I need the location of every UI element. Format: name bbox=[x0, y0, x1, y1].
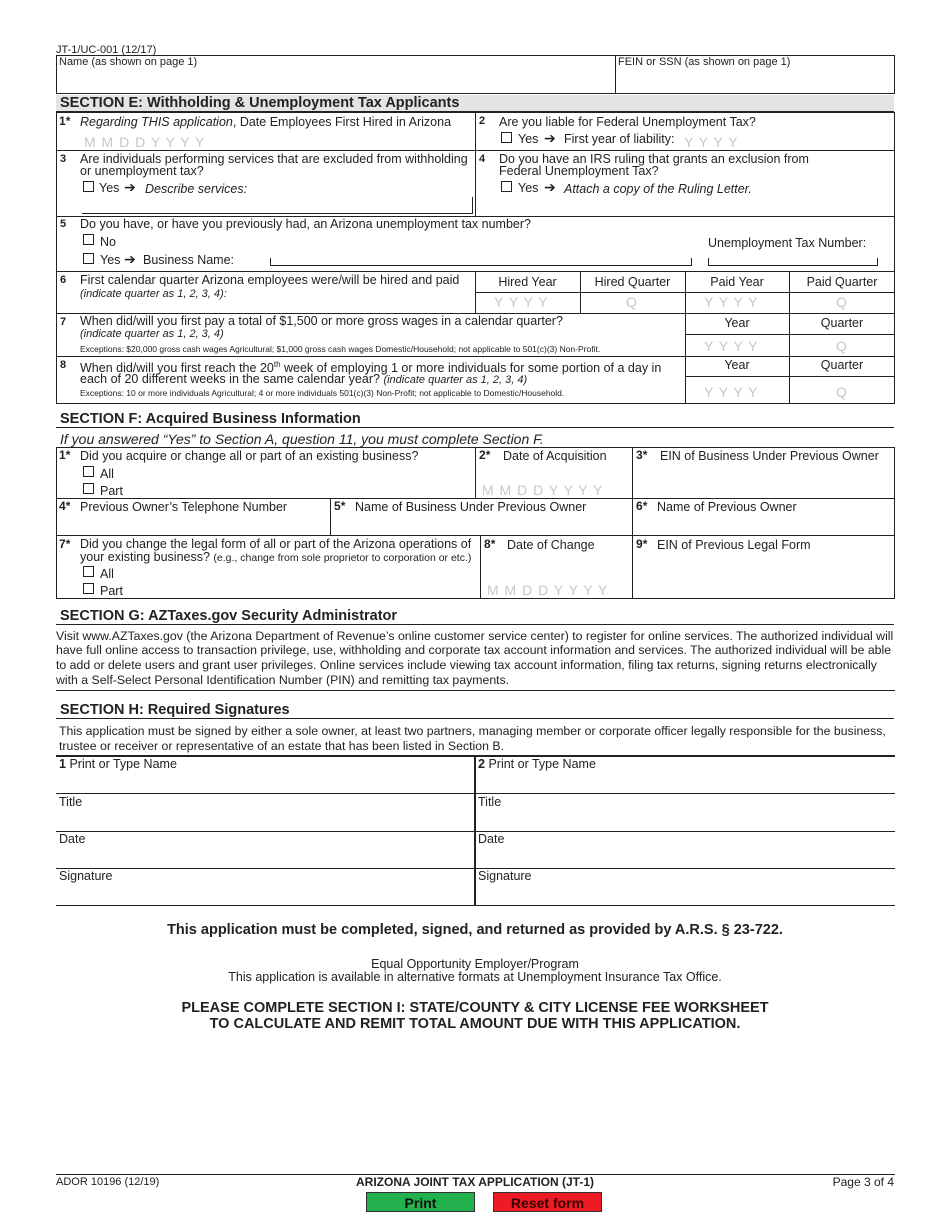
e-q8-text: When did/will you first reach the 20th week of employing 1 or more individuals for some portion of a day in bbox=[80, 360, 662, 376]
must-complete-note: This application must be completed, signed, and returned as provided by A.R.S. § 23-722. bbox=[167, 922, 783, 938]
h-left-signature-input[interactable] bbox=[58, 884, 470, 904]
arrow-right-icon: ➔ bbox=[124, 251, 136, 267]
e-q4-yes-checkbox[interactable] bbox=[501, 181, 512, 192]
fein-field[interactable] bbox=[618, 70, 892, 92]
e-q5-business-name-input[interactable] bbox=[270, 258, 692, 266]
h-left-print-name-label: 1 Print or Type Name bbox=[59, 757, 177, 771]
name-field[interactable] bbox=[58, 70, 612, 92]
reset-form-button[interactable]: Reset form bbox=[493, 1192, 602, 1212]
e-q2-text: Are you liable for Federal Unemployment Tax? bbox=[499, 115, 756, 129]
f-q7-part-checkbox[interactable] bbox=[83, 583, 94, 594]
section-h-title: SECTION H: Required Signatures bbox=[56, 702, 894, 719]
h-left-print-name-input[interactable] bbox=[58, 772, 470, 792]
h-left-date-input[interactable] bbox=[58, 847, 470, 867]
f-q4-phone-input[interactable] bbox=[80, 516, 326, 533]
eoe-note: Equal Opportunity Employer/Program bbox=[371, 957, 579, 971]
form-code: JT-1/UC-001 (12/17) bbox=[56, 44, 157, 56]
e-q7-year-input[interactable]: Y Y Y Y bbox=[704, 338, 759, 354]
h-right-print-name-label: 2 Print or Type Name bbox=[478, 757, 596, 771]
e-q5-no-checkbox[interactable] bbox=[83, 234, 94, 245]
section-e-title: SECTION E: Withholding & Unemployment Tax Applicants bbox=[56, 95, 894, 112]
f-q8-date-input[interactable]: M M D D Y Y Y Y bbox=[487, 582, 609, 598]
e-q6-paid-quarter-input[interactable]: Q bbox=[836, 294, 848, 310]
h-right-title-input[interactable] bbox=[478, 810, 890, 830]
h-right-date-input[interactable] bbox=[478, 847, 890, 867]
section-f-subtitle: If you answered “Yes” to Section A, question 11, you must complete Section F. bbox=[60, 431, 544, 447]
e-q3-yes-checkbox[interactable] bbox=[83, 181, 94, 192]
e-q2-yes-checkbox[interactable] bbox=[501, 132, 512, 143]
h-left-title-input[interactable] bbox=[58, 810, 470, 830]
form-id: ADOR 10196 (12/19) bbox=[56, 1176, 160, 1188]
f-q3-ein-input[interactable] bbox=[636, 466, 892, 496]
e-q8-quarter-input[interactable]: Q bbox=[836, 384, 848, 400]
f-q6-owner-input[interactable] bbox=[657, 516, 891, 533]
alt-formats-note: This application is available in alternative formats at Unemployment Insurance Tax Office. bbox=[228, 970, 722, 984]
e-q2-year-input[interactable]: Y Y Y Y bbox=[684, 134, 739, 150]
e-q7-quarter-input[interactable]: Q bbox=[836, 338, 848, 354]
print-button[interactable]: Print bbox=[366, 1192, 475, 1212]
please-complete-l2: TO CALCULATE AND REMIT TOTAL AMOUNT DUE WITH THIS APPLICATION. bbox=[209, 1016, 741, 1032]
f-q9-ein-input[interactable] bbox=[657, 555, 891, 595]
f-q7-all-checkbox[interactable] bbox=[83, 566, 94, 577]
e-q1-text: Regarding THIS application, Date Employees First Hired in Arizona bbox=[80, 115, 452, 129]
e-q8-year-input[interactable]: Y Y Y Y bbox=[704, 384, 759, 400]
e-q5-yes-checkbox[interactable] bbox=[83, 253, 94, 264]
section-f-title: SECTION F: Acquired Business Information bbox=[56, 411, 894, 428]
f-q1-part-checkbox[interactable] bbox=[83, 483, 94, 494]
fein-label: FEIN or SSN (as shown on page 1) bbox=[618, 56, 791, 68]
f-q5-business-input[interactable] bbox=[355, 516, 629, 533]
section-g-title: SECTION G: AZTaxes.gov Security Administrator bbox=[56, 608, 894, 625]
arrow-right-icon: ➔ bbox=[544, 130, 556, 146]
page-number: Page 3 of 4 bbox=[832, 1175, 894, 1189]
h-right-print-name-input[interactable] bbox=[478, 772, 890, 792]
f-q1-all-checkbox[interactable] bbox=[83, 466, 94, 477]
e-q5-tax-number-input[interactable] bbox=[708, 258, 878, 266]
h-right-signature-input[interactable] bbox=[478, 884, 890, 904]
name-label: Name (as shown on page 1) bbox=[59, 56, 198, 68]
please-complete-l1: PLEASE COMPLETE SECTION I: STATE/COUNTY & CITY LICENSE FEE WORKSHEET bbox=[181, 1000, 769, 1016]
e-q1-date-input[interactable]: M M D D Y Y Y Y bbox=[84, 134, 206, 150]
e-q6-hired-year-input[interactable]: Y Y Y Y bbox=[494, 294, 549, 310]
arrow-right-icon: ➔ bbox=[544, 179, 556, 195]
form-title: ARIZONA JOINT TAX APPLICATION (JT-1) bbox=[355, 1175, 594, 1189]
arrow-right-icon: ➔ bbox=[124, 179, 136, 195]
e-q3-describe-input[interactable] bbox=[82, 197, 473, 214]
e-q6-paid-year-input[interactable]: Y Y Y Y bbox=[704, 294, 759, 310]
e-q6-hired-quarter-input[interactable]: Q bbox=[626, 294, 638, 310]
f-q2-date-input[interactable]: M M D D Y Y Y Y bbox=[482, 482, 604, 498]
